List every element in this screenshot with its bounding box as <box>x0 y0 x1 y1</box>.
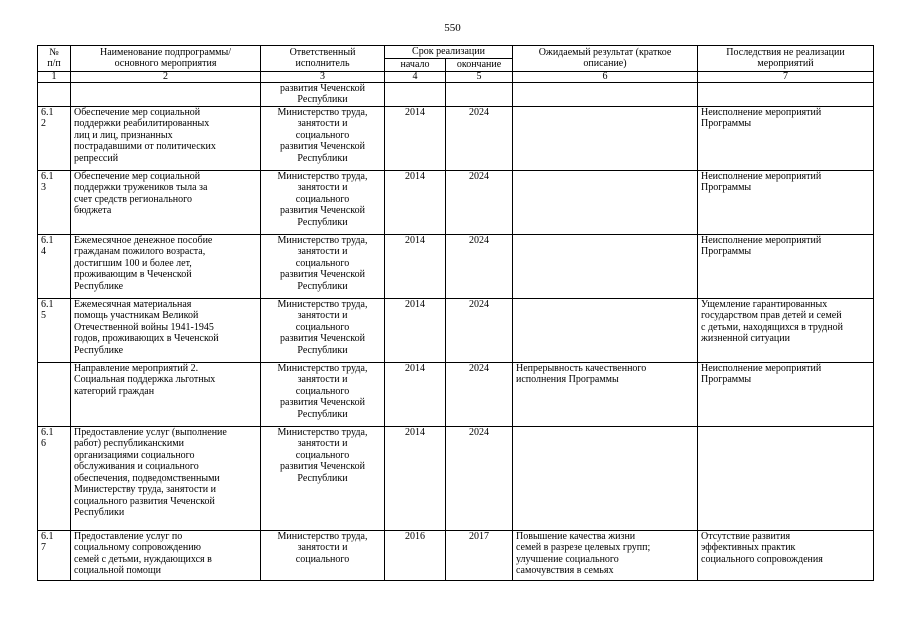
cell-num: 6.1 3 <box>38 170 71 234</box>
cell-end: 2024 <box>446 362 513 426</box>
cell-end: 2024 <box>446 234 513 298</box>
cell-start: 2014 <box>385 426 446 530</box>
cell-name: Предоставление услуг по социальному сопровождению семей с детьми, нуждающихся в социальной помощи <box>71 530 261 580</box>
cell-consequences <box>698 82 874 106</box>
column-number: 3 <box>261 71 385 82</box>
cell-end: 2024 <box>446 298 513 362</box>
cell-consequences: Неисполнение мероприятий Программы <box>698 170 874 234</box>
cell-result: Непрерывность качественного исполнения Программы <box>513 362 698 426</box>
cell-num: 6.1 2 <box>38 106 71 170</box>
cell-consequences: Неисполнение мероприятий Программы <box>698 234 874 298</box>
cell-end: 2024 <box>446 106 513 170</box>
table-body <box>38 82 874 580</box>
cell-name: Обеспечение мер социальной поддержки тружеников тыла за счет средств регионального бюджета <box>71 170 261 234</box>
cell-result: Повышение качества жизни семей в разрезе целевых групп; улучшение социального самочувствия в семьях <box>513 530 698 580</box>
column-number: 5 <box>446 71 513 82</box>
cell-consequences: Неисполнение мероприятий Программы <box>698 106 874 170</box>
cell-num: 6.1 5 <box>38 298 71 362</box>
cell-start: 2014 <box>385 106 446 170</box>
cell-consequences: Отсутствие развития эффективных практик социального сопровождения <box>698 530 874 580</box>
cell-result <box>513 106 698 170</box>
cell-result <box>513 234 698 298</box>
cell-result <box>513 298 698 362</box>
table-row <box>38 530 874 580</box>
cell-executor: Министерство труда, занятости и социального развития Чеченской Республики <box>261 170 385 234</box>
header-end: окончание <box>446 59 513 72</box>
column-number: 7 <box>698 71 874 82</box>
cell-start: 2014 <box>385 234 446 298</box>
cell-consequences: Неисполнение мероприятий Программы <box>698 362 874 426</box>
header-start: начало <box>385 59 446 72</box>
table-row <box>38 234 874 298</box>
cell-name: Обеспечение мер социальной поддержки реабилитированных лиц и лиц, признанных пострадавшими от политических репрессий <box>71 106 261 170</box>
cell-executor: развития Чеченской Республики <box>261 82 385 106</box>
cell-start: 2014 <box>385 170 446 234</box>
cell-end: 2024 <box>446 170 513 234</box>
cell-start <box>385 82 446 106</box>
cell-result <box>513 170 698 234</box>
cell-executor: Министерство труда, занятости и социального развития Чеченской Республики <box>261 106 385 170</box>
table-row <box>38 426 874 530</box>
cell-start: 2014 <box>385 298 446 362</box>
cell-num <box>38 82 71 106</box>
column-number: 4 <box>385 71 446 82</box>
table-row <box>38 362 874 426</box>
column-number: 1 <box>38 71 71 82</box>
cell-name: Направление мероприятий 2. Социальная поддержка льготных категорий граждан <box>71 362 261 426</box>
table-row <box>38 170 874 234</box>
column-numbers-row <box>38 71 874 82</box>
cell-consequences <box>698 426 874 530</box>
cell-name: Ежемесячная материальная помощь участникам Великой Отечественной войны 1941-1945 годов, проживающих в Чеченской Республике <box>71 298 261 362</box>
cell-num: 6.1 4 <box>38 234 71 298</box>
header-consequences: Последствия не реализации мероприятий <box>698 46 874 72</box>
program-table <box>37 45 874 581</box>
cell-end <box>446 82 513 106</box>
table-row <box>38 298 874 362</box>
cell-executor: Министерство труда, занятости и социального развития Чеченской Республики <box>261 298 385 362</box>
table-row <box>38 82 874 106</box>
cell-num <box>38 362 71 426</box>
cell-executor: Министерство труда, занятости и социального <box>261 530 385 580</box>
cell-executor: Министерство труда, занятости и социального развития Чеченской Республики <box>261 234 385 298</box>
cell-name: Предоставление услуг (выполнение работ) республиканскими организациями социального обслуживания и социального обеспечения, подведомственными Министерству труда, занятости и социального развития Чеченской Республики <box>71 426 261 530</box>
cell-executor: Министерство труда, занятости и социального развития Чеченской Республики <box>261 426 385 530</box>
cell-num: 6.1 6 <box>38 426 71 530</box>
column-number: 2 <box>71 71 261 82</box>
header-row-1 <box>38 46 874 59</box>
cell-name: Ежемесячное денежное пособие гражданам пожилого возраста, достигшим 100 и более лет, проживающим в Чеченской Республике <box>71 234 261 298</box>
header-result: Ожидаемый результат (краткое описание) <box>513 46 698 72</box>
header-executor: Ответственный исполнитель <box>261 46 385 72</box>
page-number: 550 <box>444 22 461 34</box>
header-period: Срок реализации <box>385 46 513 59</box>
cell-result <box>513 426 698 530</box>
header-num: № п/п <box>38 46 71 72</box>
table-row <box>38 106 874 170</box>
cell-name <box>71 82 261 106</box>
cell-start: 2016 <box>385 530 446 580</box>
cell-end: 2024 <box>446 426 513 530</box>
cell-end: 2017 <box>446 530 513 580</box>
cell-num: 6.1 7 <box>38 530 71 580</box>
cell-start: 2014 <box>385 362 446 426</box>
cell-executor: Министерство труда, занятости и социального развития Чеченской Республики <box>261 362 385 426</box>
cell-consequences: Ущемление гарантированных государством прав детей и семей с детьми, находящихся в трудной жизненной ситуации <box>698 298 874 362</box>
cell-result <box>513 82 698 106</box>
header-name: Наименование подпрограммы/ основного мероприятия <box>71 46 261 72</box>
column-number: 6 <box>513 71 698 82</box>
table-header <box>38 46 874 83</box>
